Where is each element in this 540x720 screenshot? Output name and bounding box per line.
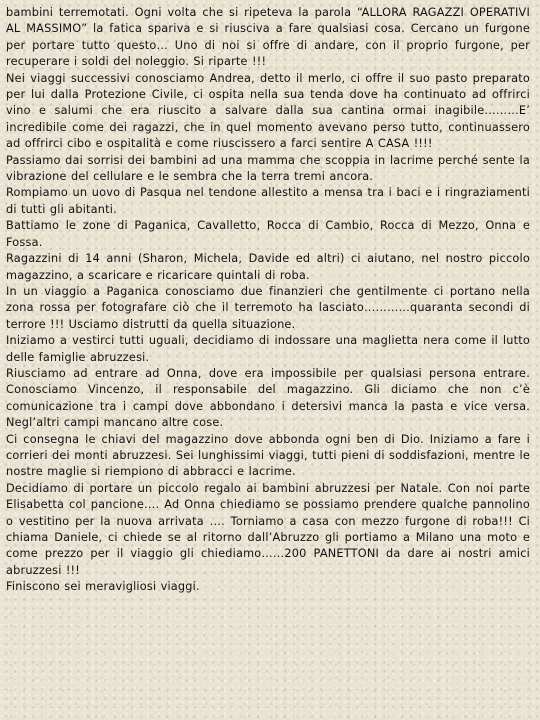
paragraph-furgone: bambini terremotati. Ogni volta che si ripeteva la parola “ALLORA RAGAZZI OPERATIVI AL MASSIMO” la fatica spariva e si riusciva a fare qualsiasi cosa. Cercano un furgone per portare tutto questo… Uno di noi si offre di andare, con il proprio furgone, per recuperare i soldi del noleggio. Si riparte !!! <box>6 6 530 69</box>
paragraph-zone: Battiamo le zone di Paganica, Cavalletto, Rocca di Cambio, Rocca di Mezzo, Onna e Fossa. <box>6 219 530 249</box>
paragraph-magazzino: Ci consegna le chiavi del magazzino dove abbonda ogni ben di Dio. Iniziamo a fare i corrieri dei monti abruzzesi. Sei lunghissimi viaggi, tutti pieni di soddisfazioni, mentre le nostre maglie si riempiono di abbracci e lacrime. <box>6 432 530 479</box>
paragraph-onna: Riusciamo ad entrare ad Onna, dove era impossibile per qualsiasi persona entrare. Conosciamo Vincenzo, il responsabile del magazzino. Gli diciamo che non c’è comunicazione tra i campi dove abbondano i detersivi manca la pasta e vice versa. Negl’altri campi mancano altre cose. <box>6 366 530 430</box>
paragraph-andrea: Nei viaggi successivi conosciamo Andrea, detto il merlo, ci offre il suo pasto preparato per lui dalla Protezione Civile, ci ospita nella sua tenda dove ha continuato ad offrirci vino e salumi che era riuscito a salvare dalla sua cantina ormai inagibile………E’ incredibile come dei ragazzi, che in quel momento avevano perso tutto, continuassero ad offrirci cibo e ospitalità e come riuscissero a farci sentire A CASA !!!! <box>6 71 530 151</box>
paragraph-pasqua: Rompiamo un uovo di Pasqua nel tendone allestito a mensa tra i baci e i ringraziamenti di tutti gli abitanti. <box>6 186 530 216</box>
paragraph-ragazzini: Ragazzini di 14 anni (Sharon, Michela, Davide ed altri) ci aiutano, nel nostro piccolo magazzino, a scaricare e ricaricare quintali di roba. <box>6 252 530 282</box>
paragraph-fine: Finiscono sei meravigliosi viaggi. <box>6 580 200 594</box>
document-page <box>6 5 530 717</box>
paragraph-paganica: In un viaggio a Paganica conosciamo due finanzieri che gentilmente ci portano nella zona rossa per fotografare ciò che il terremoto ha lasciato…………quaranta secondi di terrore !!! Usciamo distrutti da quella situazione. <box>6 284 530 331</box>
paragraph-mamma: Passiamo dai sorrisi dei bambini ad una mamma che scoppia in lacrime perché sente la vibrazione del cellulare e le sembra che la terra tremi ancora. <box>6 153 530 184</box>
paragraph-magliette: Iniziamo a vestirci tutti uguali, decidiamo di indossare una maglietta nera come il lutto delle famiglie abruzzesi. <box>6 334 530 364</box>
paragraph-natale: Decidiamo di portare un piccolo regalo ai bambini abruzzesi per Natale. Con noi parte Elisabetta col pancione…. Ad Onna chiediamo se possiamo prendere qualche pannolino o vestitino per la nuova arrivata …. Torniamo a casa con mezzo furgone di roba!!! Ci chiama Daniele, ci chiede se al ritorno dall’Abruzzo gli portiamo a Milano una moto e come prezzo per il viaggio gli chiediamo……200 PANETTONI da dare ai nostri amici abruzzesi !!! <box>6 481 530 577</box>
